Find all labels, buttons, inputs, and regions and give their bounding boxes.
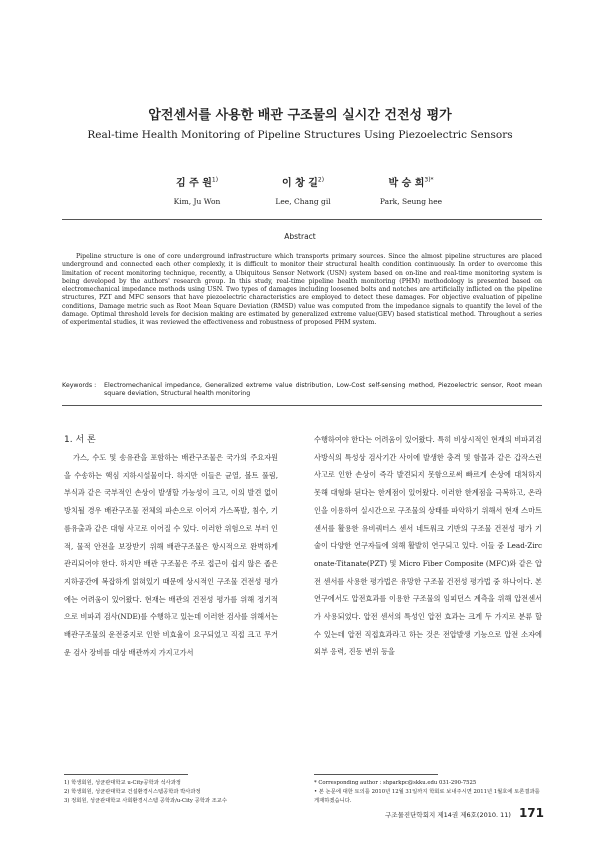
divider-bottom [62,405,542,406]
footnote-corresponding: * Corresponding author : shparkpc@skku.edu 031-290-7525 [314,780,477,786]
author-3-name-ko [346,174,476,189]
abstract-heading: Abstract [284,232,316,241]
keywords-label: Keywords : [62,382,97,389]
author-3-name: 박 승 희 [388,178,425,189]
footnote-1: 1) 학생회원, 성균관대학교 u-City공학과 석사과정 [64,780,181,786]
author-1-mark: 1) [211,176,219,184]
footer-journal: 구조물진단학회지 제14권 제6호(2010. 11) [385,811,511,819]
author-3-name-en: Park, Seung hee [379,197,443,206]
body-left-column: 가스, 수도 및 송유관을 포함하는 배관구조물은 국가의 주요자원을 수송하는 핵심 지하시설물이다. 하지만 이들은 균열, 볼트 풀림, 부식과 같은 국부적인 손상이 발생할 가능성이 크고, 이의 발견 없이 방치될 경우 배관구조물 전체의 파손으로 이어져 가스폭발, 침수, 기름유출과 같은 대형 사고로 이어질 수 있다. 이러한 위험으로 부터 인적, 물적 안전을 보장받기 위해 배관구조물은 항시적으로 완벽하게 관리되어야 한다. 하지만 배관 구조물은 주로 접근이 쉽지 않은 좁은 지하공간에 복잡하게 얽혀있기 때문에 상시적인 구조물 건전성 평가에는 어려움이 있어왔다. 현재는 배관의 건전성 평가를 위해 정기적으로 비파괴 검사(NDE)를 수행하고 있는데 이러한 검사를 위해서는 배관구조물의 운전중지로 인한 비효율이 요구되었고 직접 크고 무거운 검사 장비를 대상 배관까지 가지고가서 [64,453,278,657]
footnote-3: 3) 정회원, 성균관대학교 사회환경시스템 공학과/u-City 공학과 조교수 [64,797,227,804]
author-3 [346,174,476,206]
author-2-mark: 2) [317,176,325,184]
author-3-mark: 3)* [424,176,434,184]
footnote-rule-left [64,774,188,775]
page-footer [385,806,544,820]
footnote-2: 2) 학생회원, 성균관대학교 건설환경시스템공학과 박사과정 [64,788,201,795]
section-heading: 1. 서 론 [64,435,96,445]
abstract-text: Pipeline structure is one of core underground infrastructure which transports primary sources. Since the almost pipeline structures are placed underground and connected each other complexly, it is difficult to monitor their structural health condition continuously. In order to overcome this limitation of recent monitoring technique, recently, a Ubiquitous Sensor Network (USN) system based on on-line and real-time monitoring system is being developed by the authors' research group. In this study, real-time pipeline health monitoring (PHM) methodology is presented based on electromechanical impedance methods using USN. Two types of damages including loosened bolts and notches are artificially inflicted on the pipeline structures, PZT and MFC sensors that have piezoelectric characteristics are employed to detect these damages. For objective evaluation of pipeline conditions, Damage metric such as Root Mean Square Deviation (RMSD) value was computed from the impedance signals to quantify the level of the damage. Optimal threshold levels for decision making are estimated by generalized extreme value(GEV) based statistical method. Throughout a series of experimental studies, it was reviewed the effectiveness and robustness of proposed PHM system. [62,253,542,326]
footnotes-left [64,779,290,805]
title-korean: 압전센서를 사용한 배관 구조물의 실시간 건전성 평가 [148,108,452,123]
keywords [62,382,542,399]
divider-top [62,219,542,220]
page-number: 171 [518,806,544,820]
footnote-discussion: • 본 논문에 대한 토의를 2010년 12월 31일까지 학회로 보내주시면 2011년 1월호에 토론결과를 게재하겠습니다. [314,788,540,804]
author-1-name: 김 주 원 [175,178,212,189]
body-right-column: 수행하여야 한다는 어려움이 있어왔다. 특히 비상시적인 현재의 비파괴검사방식의 특성상 검사기간 사이에 발생한 충격 및 함몰과 같은 갑작스런 사고로 인한 손상이 즉각 발견되지 못함으로써 빠르게 손상에 대처하지 못해 대형화 된다는 한계점이 있어왔다. 이러한 한계점을 극복하고, 온라인을 이용하여 실시간으로 구조물의 상태를 파악하기 위해서 현재 스마트 센서를 활용한 유비쿼터스 센서 네트워크 기반의 구조물 건전성 평가 기술이 다양한 연구자들에 의해 활발히 연구되고 있다. 이들 중 Lead-Zirconate-Titanate(PZT) 및 Micro Fiber Composite (MFC)와 같은 압전 센서를 사용한 평가법은 유망한 구조물 건전성 평가법 중 하나이다. 본 연구에서도 압전효과를 이용한 구조물의 임피던스 계측을 위해 압전센서가 사용되었다. 압전 센서의 특성인 압전 효과는 크게 두 가지로 분류 할 수 있는데 압전 직접효과라고 하는 것은 전압발생 기능으로 압전 소자에 외부 응력, 진동 변위 등을 [314,435,542,657]
keywords-text: Electromechanical impedance, Generalized extreme value distribution, Low-Cost self-sensing method, Piezoelectric sensor, Root mean square deviation, Structural health monitoring [104,382,542,398]
title-english: Real-time Health Monitoring of Pipeline Structures Using Piezoelectric Sensors [87,129,513,141]
footnotes-right [314,779,542,805]
author-2-name: 이 창 길 [281,178,318,189]
author-2-name-en: Lee, Chang gil [275,197,331,206]
author-1-name-en: Kim, Ju Won [173,197,221,206]
footnote-rule-right [314,774,438,775]
